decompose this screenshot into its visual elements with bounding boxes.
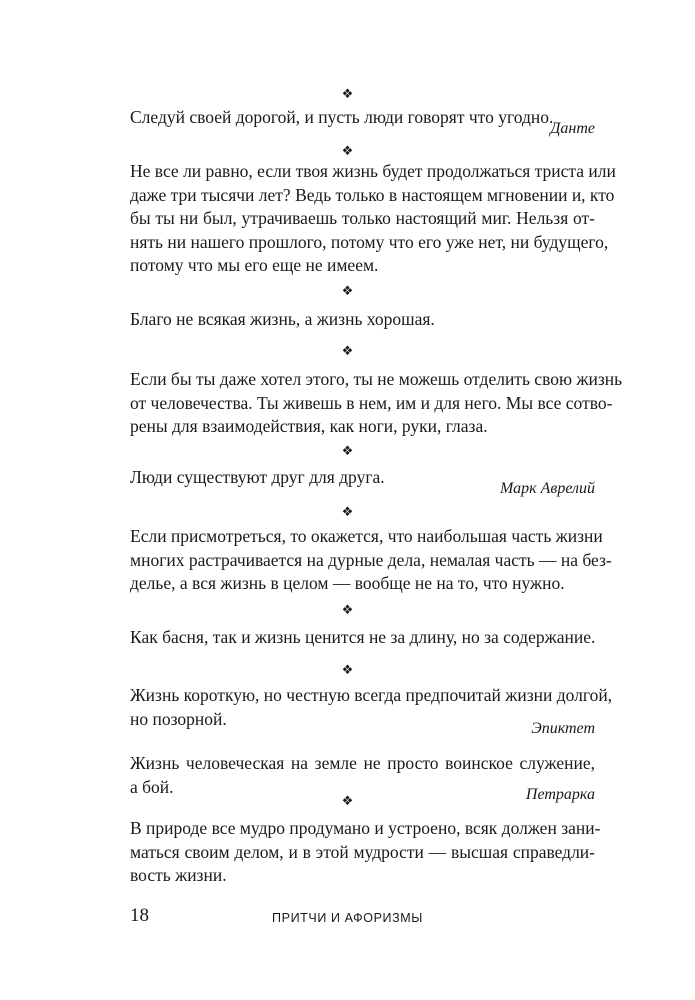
ornament-divider: ❖ <box>341 344 354 359</box>
aphorism <box>130 525 612 596</box>
text-line: Благо не всякая жизнь, а жизнь хорошая. <box>130 309 435 329</box>
aphorism <box>130 368 623 439</box>
author-attribution: Данте <box>550 120 595 137</box>
ornament-divider: ❖ <box>341 603 354 618</box>
text-line: Не все ли равно, если твоя жизнь будет продолжаться триста или <box>130 161 616 181</box>
ornament-divider: ❖ <box>341 794 354 809</box>
text-line: потому что мы его еще не имеем. <box>130 255 379 275</box>
author-attribution: Марк Аврелий <box>500 480 595 497</box>
text-line: В природе все мудро продумано и устроено, всяк должен зани- <box>130 818 601 838</box>
aphorism <box>130 817 601 888</box>
text-line: Как басня, так и жизнь ценится не за длину, но за содержание. <box>130 627 596 647</box>
ornament-divider: ❖ <box>341 663 354 678</box>
text-line: маться своим делом, и в этой мудрости — высшая справедли- <box>130 841 595 862</box>
running-footer-title: ПРИТЧИ И АФОРИЗМЫ <box>272 911 423 925</box>
text-line: многих растрачивается на дурные дела, немалая часть — на без- <box>130 549 612 570</box>
ornament-divider: ❖ <box>341 87 354 102</box>
text-line: делье, а вся жизнь в целом — вообще не на то, что нужно. <box>130 573 565 593</box>
text-line: Жизнь короткую, но честную всегда предпочитай жизни долгой, <box>130 685 613 705</box>
text-line: Люди существуют друг для друга. <box>130 467 385 487</box>
ornament-divider: ❖ <box>341 284 354 299</box>
ornament-divider: ❖ <box>341 444 354 459</box>
text-line: от человечества. Ты живешь в нем, им и для него. Мы все сотво- <box>130 392 613 413</box>
aphorism <box>130 160 616 278</box>
author-attribution: Петрарка <box>525 786 595 803</box>
ornament-divider: ❖ <box>341 144 354 159</box>
aphorism <box>130 308 595 332</box>
text-line: вость жизни. <box>130 865 227 885</box>
aphorism <box>130 106 595 130</box>
text-line: Следуй своей дорогой, и пусть люди говорят что угодно. <box>130 107 554 127</box>
text-line: но позорной. <box>130 708 227 729</box>
text-line: бы ты ни был, утрачиваешь только настоящий миг. Нельзя от- <box>130 208 595 228</box>
text-line: нять ни нашего прошлого, потому что его уже нет, ни будущего, <box>130 231 609 252</box>
author-attribution: Эпиктет <box>531 720 595 737</box>
text-line: Жизнь человеческая на земле не просто воинское служение, <box>130 753 595 773</box>
text-line: даже три тысячи лет? Ведь только в настоящем мгновении и, кто <box>130 184 615 205</box>
text-line: Если бы ты даже хотел этого, ты не можешь отделить свою жизнь <box>130 369 623 389</box>
aphorism <box>130 684 613 731</box>
aphorism <box>130 626 595 650</box>
text-line: а бой. <box>130 776 174 797</box>
text-line: Если присмотреться, то окажется, что наибольшая часть жизни <box>130 526 603 546</box>
page-number: 18 <box>130 905 149 926</box>
text-line: рены для взаимодействия, как ноги, руки, глаза. <box>130 416 488 436</box>
ornament-divider: ❖ <box>341 505 354 520</box>
